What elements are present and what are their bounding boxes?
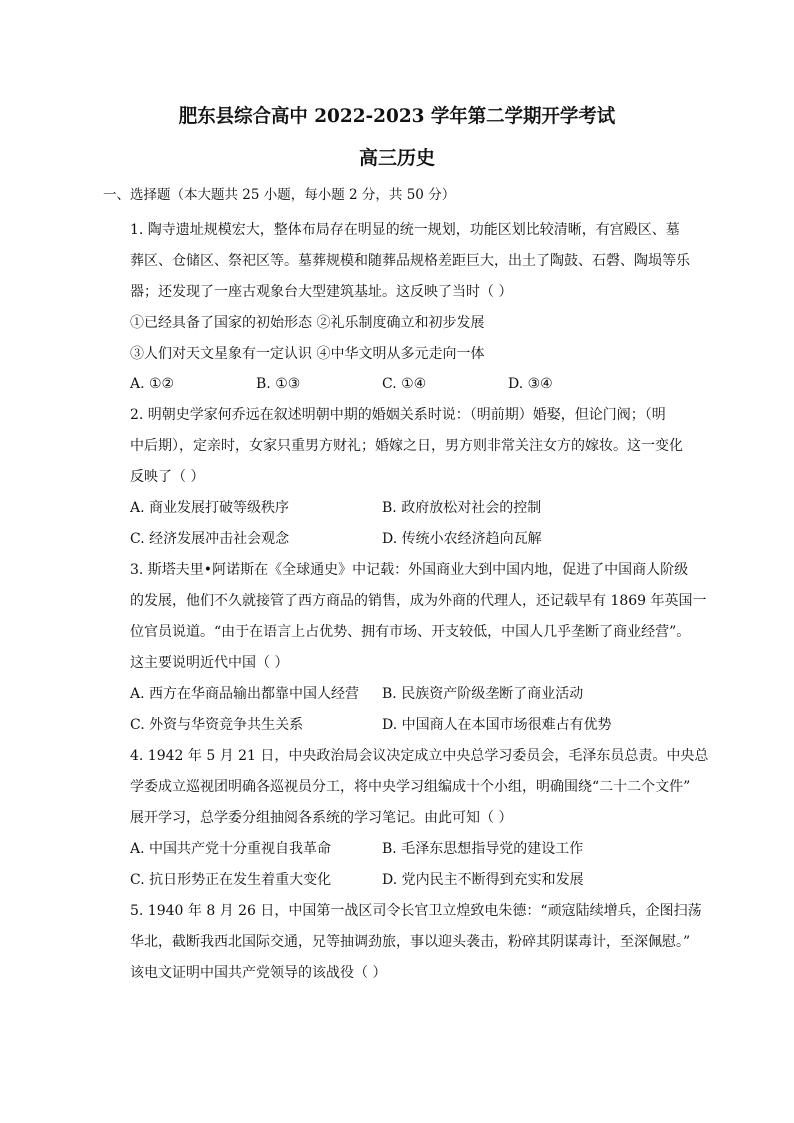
section-heading: 一、选择题（本大题共 25 小题，每小题 2 分，共 50 分）: [103, 187, 456, 203]
answer-option: D. ③④: [508, 376, 553, 392]
question-text-line: 4. 1942 年 5 月 21 日，中央政治局会议决定成立中央总学习委员会，毛泽东员总责。中央总: [130, 748, 709, 764]
question-text-line: 华北，截断我西北国际交通，兄等抽调劲旅，事以迎头袭击，粉碎其阴谋毒计，至深佩慰。”: [130, 934, 691, 950]
answer-option: D. 传统小农经济趋向瓦解: [382, 531, 542, 547]
question-text-line: 位官员说道。“由于在语言上占优势、拥有市场、开支较低，中国人几乎垄断了商业经营”。: [130, 624, 691, 640]
answer-option: B. 民族资产阶级垄断了商业活动: [382, 686, 584, 702]
question-text-line: 这主要说明近代中国（ ）: [130, 655, 289, 671]
question-text-line: ③人们对天文星象有一定认识 ④中华文明从多元走向一体: [130, 346, 485, 362]
question-text-line: 学委成立巡视团明确各巡视员分工，将中央学习组编成十个小组，明确围绕“二十二个文件”: [130, 779, 691, 795]
answer-option: A. 中国共产党十分重视自我革命: [130, 841, 332, 857]
question-text-line: 1. 陶寺遗址规模宏大，整体布局存在明显的统一规划，功能区划比较清晰，有宫殿区、墓: [130, 222, 680, 238]
answer-option: D. 党内民主不断得到充实和发展: [382, 872, 584, 888]
answer-option: A. 西方在华商品输出都靠中国人经营: [130, 686, 360, 702]
exam-title: 肥东县综合高中 2022-2023 学年第二学期开学考试: [178, 105, 616, 127]
answer-option: B. ①③: [256, 376, 301, 392]
exam-subtitle: 高三历史: [358, 147, 435, 169]
question-text-line: 2. 明朝史学家何乔远在叙述明朝中期的婚姻关系时说：（明前期）婚娶，但论门阀；（明: [130, 407, 666, 423]
question-text-line: 展开学习，总学委分组抽阅各系统的学习笔记。由此可知（ ）: [130, 810, 513, 826]
answer-option: C. ①④: [382, 376, 427, 392]
question-text-line: 中后期），定亲时，女家只重男方财礼；婚嫁之日，男方则非常关注女方的嫁妆。这一变化: [130, 438, 683, 454]
question-text-line: 3. 斯塔夫里•阿诺斯在《全球通史》中记载：外国商业大到中国内地，促进了中国商人阶级: [130, 562, 689, 578]
question-text-line: 该电文证明中国共产党领导的该战役（ ）: [130, 965, 387, 981]
question-text-line: 葬区、仓储区、祭祀区等。墓葬规模和随葬品规格差距巨大，出土了陶鼓、石磬、陶埙等乐: [130, 253, 690, 269]
answer-option: A. 商业发展打破等级秩序: [130, 500, 290, 516]
answer-option: A. ①②: [130, 376, 175, 392]
question-text-line: 5. 1940 年 8 月 26 日，中国第一战区司令长官卫立煌致电朱德：“顽寇陆续增兵，企图扫荡: [130, 903, 702, 919]
answer-option: C. 外资与华资竞争共生关系: [130, 717, 304, 733]
answer-option: B. 毛泽东思想指导党的建设工作: [382, 841, 584, 857]
answer-option: B. 政府放松对社会的控制: [382, 500, 542, 516]
answer-option: C. 抗日形势正在发生着重大变化: [130, 872, 332, 888]
question-text-line: 反映了（ ）: [130, 469, 205, 485]
answer-option: C. 经济发展冲击社会观念: [130, 531, 290, 547]
question-text-line: ①已经具备了国家的初始形态 ②礼乐制度确立和初步发展: [130, 315, 485, 331]
question-text-line: 器；还发现了一座古观象台大型建筑基址。这反映了当时（ ）: [130, 284, 513, 300]
question-text-line: 的发展，他们不久就接管了西方商品的销售，成为外商的代理人，还记载早有 1869 年英国一: [130, 593, 707, 609]
answer-option: D. 中国商人在本国市场很难占有优势: [382, 717, 612, 733]
